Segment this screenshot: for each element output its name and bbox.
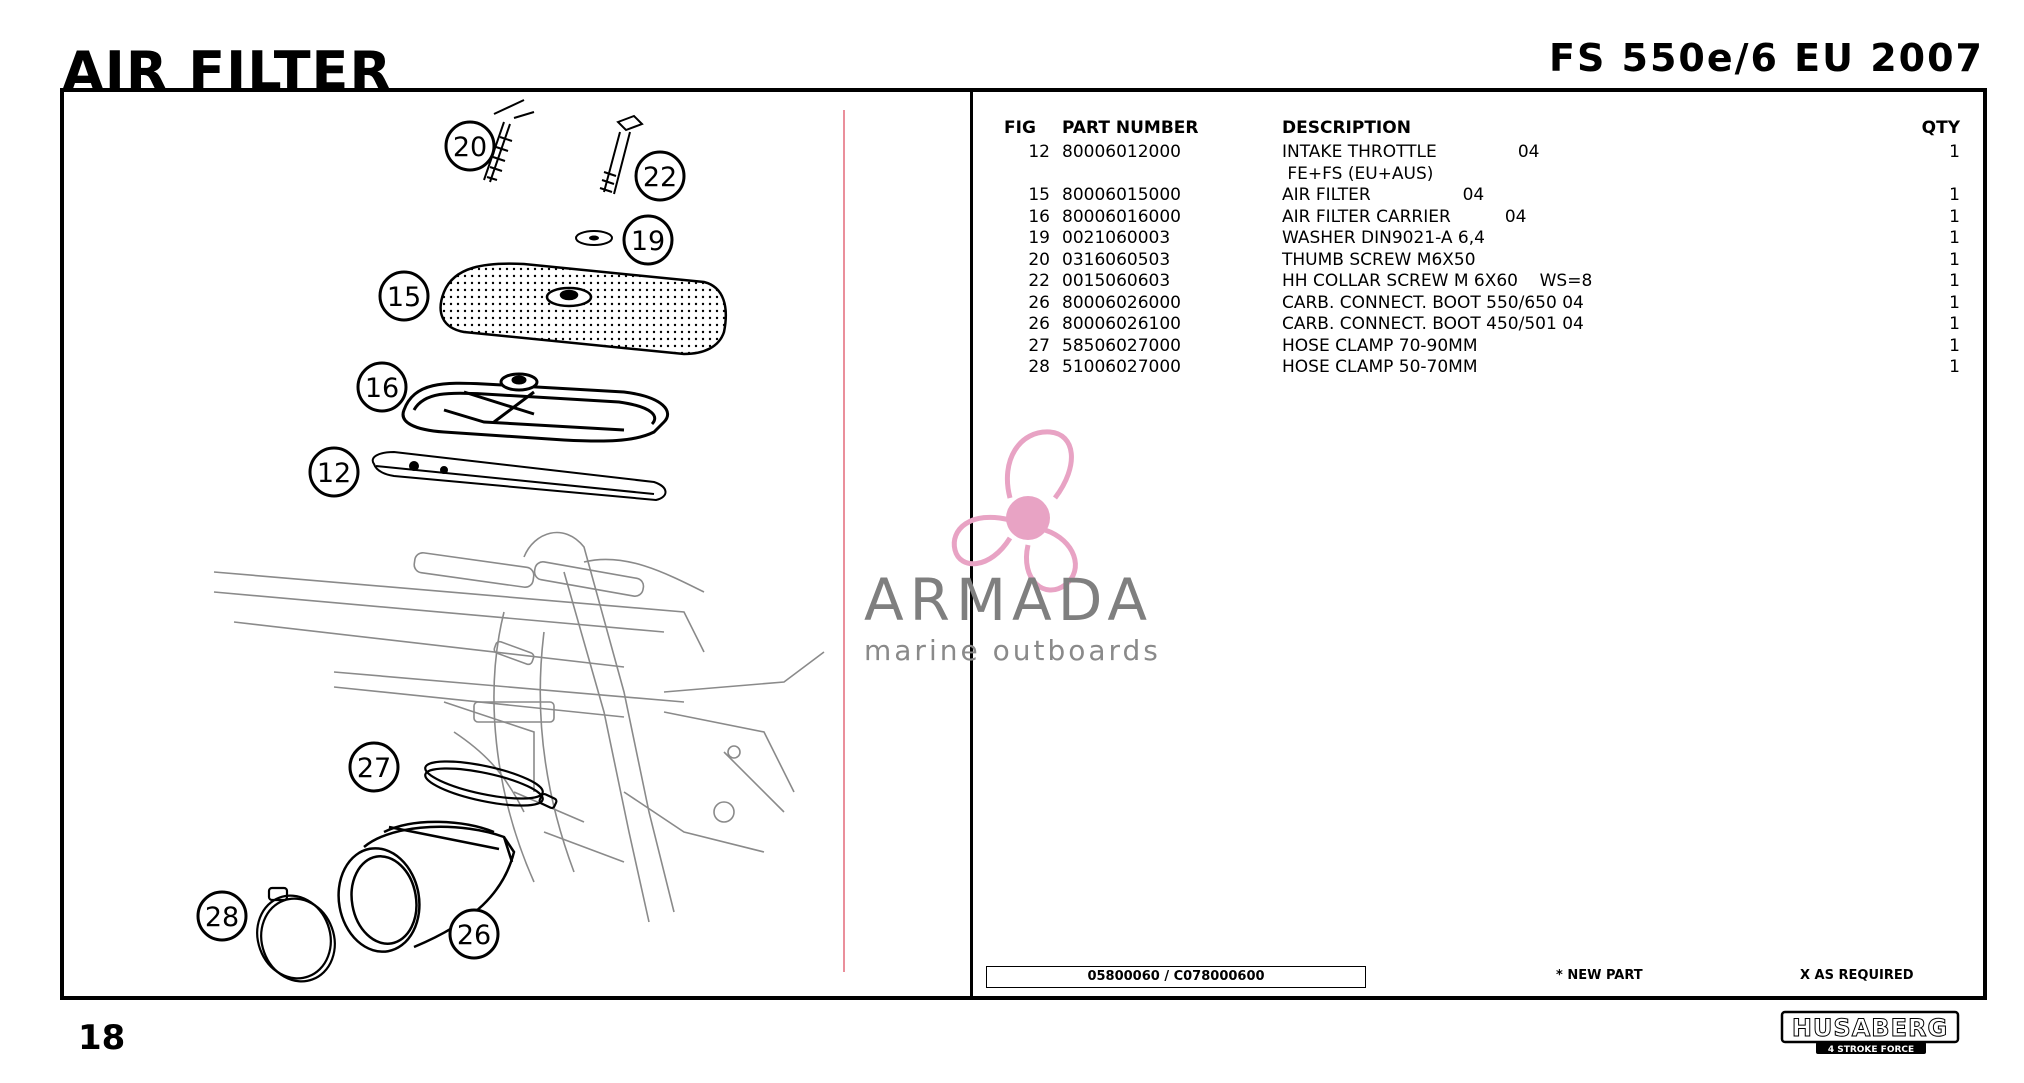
parts-diagram (64, 92, 970, 996)
table-row (1000, 250, 1960, 271)
callout-19: 19 (630, 226, 666, 257)
row-description: HOSE CLAMP 50-70MM (1282, 357, 1478, 377)
table-row (1000, 271, 1960, 292)
table-row (1000, 164, 1960, 185)
row-part-number: 51006027000 (1062, 357, 1181, 377)
row-fig: 20 (1028, 249, 1050, 270)
row-qty: 1 (1949, 357, 1960, 377)
col-fig-header: FIG (1004, 118, 1036, 138)
row-fig: 26 (1028, 314, 1050, 334)
row-qty: 1 (1949, 206, 1960, 227)
row-qty: 1 (1949, 335, 1960, 356)
table-row (1000, 293, 1960, 314)
page-number: 18 (78, 1018, 126, 1058)
row-description: AIR FILTER CARRIER 04 (1282, 206, 1527, 227)
row-fig: 15 (1028, 185, 1050, 205)
col-desc-header: DESCRIPTION (1282, 118, 1411, 138)
row-qty: 1 (1949, 292, 1960, 313)
row-part-number: 80006016000 (1062, 206, 1181, 227)
row-description: INTAKE THROTTLE 04 (1282, 142, 1540, 162)
row-description: HOSE CLAMP 70-90MM (1282, 335, 1478, 356)
row-qty: 1 (1949, 185, 1960, 205)
callout-26: 26 (456, 920, 492, 951)
frame-divider (970, 88, 973, 1000)
row-part-number: 0015060603 (1062, 271, 1171, 291)
watermark-subtitle: marine outboards (864, 634, 1161, 667)
row-description: WASHER DIN9021-A 6,4 (1282, 228, 1485, 248)
row-qty: 1 (1949, 314, 1960, 334)
callout-16: 16 (364, 373, 400, 404)
table-row (1000, 336, 1960, 357)
row-part-number: 80006012000 (1062, 142, 1181, 162)
row-part-number: 80006026100 (1062, 314, 1181, 334)
row-fig: 27 (1028, 335, 1050, 356)
table-row (1000, 142, 1960, 163)
new-part-note: * NEW PART (1556, 968, 1643, 983)
as-required-note: X AS REQUIRED (1800, 968, 1914, 983)
row-part-number: 80006015000 (1062, 185, 1181, 205)
model-title: FS 550e/6 EU 2007 (1548, 36, 1984, 80)
row-fig: 22 (1028, 271, 1050, 291)
row-fig: 19 (1028, 228, 1050, 248)
row-part-number: 0316060503 (1062, 249, 1171, 270)
row-description: CARB. CONNECT. BOOT 550/650 04 (1282, 292, 1584, 313)
row-qty: 1 (1949, 271, 1960, 291)
callout-28: 28 (204, 902, 240, 933)
page-title: AIR FILTER (62, 40, 393, 103)
row-description: HH COLLAR SCREW M 6X60 WS=8 (1282, 271, 1593, 291)
logo-text: HUSABERG (1791, 1014, 1949, 1042)
row-fig: 12 (1028, 142, 1050, 162)
row-qty: 1 (1949, 142, 1960, 162)
row-part-number: 80006026000 (1062, 292, 1181, 313)
row-fig: 28 (1028, 357, 1050, 377)
row-description: CARB. CONNECT. BOOT 450/501 04 (1282, 314, 1584, 334)
table-row (1000, 357, 1960, 378)
table-row (1000, 207, 1960, 228)
watermark-name: ARMADA (864, 566, 1154, 634)
row-description: FE+FS (EU+AUS) (1282, 163, 1434, 184)
col-part-header: PART NUMBER (1062, 118, 1199, 138)
row-fig: 16 (1028, 206, 1050, 227)
row-part-number: 0021060003 (1062, 228, 1171, 248)
reference-box: 05800060 / C078000600 (986, 966, 1366, 988)
row-description: AIR FILTER 04 (1282, 185, 1485, 205)
callout-20: 20 (452, 132, 488, 163)
callout-12: 12 (316, 458, 352, 489)
row-fig: 26 (1028, 292, 1050, 313)
husaberg-logo (1780, 1010, 1960, 1056)
table-row (1000, 185, 1960, 206)
row-part-number: 58506027000 (1062, 335, 1181, 356)
table-row (1000, 314, 1960, 335)
row-description: THUMB SCREW M6X50 (1282, 249, 1476, 270)
row-qty: 1 (1949, 249, 1960, 270)
logo-subtext: 4 STROKE FORCE (1827, 1045, 1915, 1055)
col-qty-header: QTY (1921, 118, 1960, 138)
callout-22: 22 (642, 162, 678, 193)
callout-15: 15 (386, 282, 422, 313)
row-qty: 1 (1949, 228, 1960, 248)
table-row (1000, 228, 1960, 249)
callout-27: 27 (356, 753, 392, 784)
callout-group (198, 122, 684, 958)
